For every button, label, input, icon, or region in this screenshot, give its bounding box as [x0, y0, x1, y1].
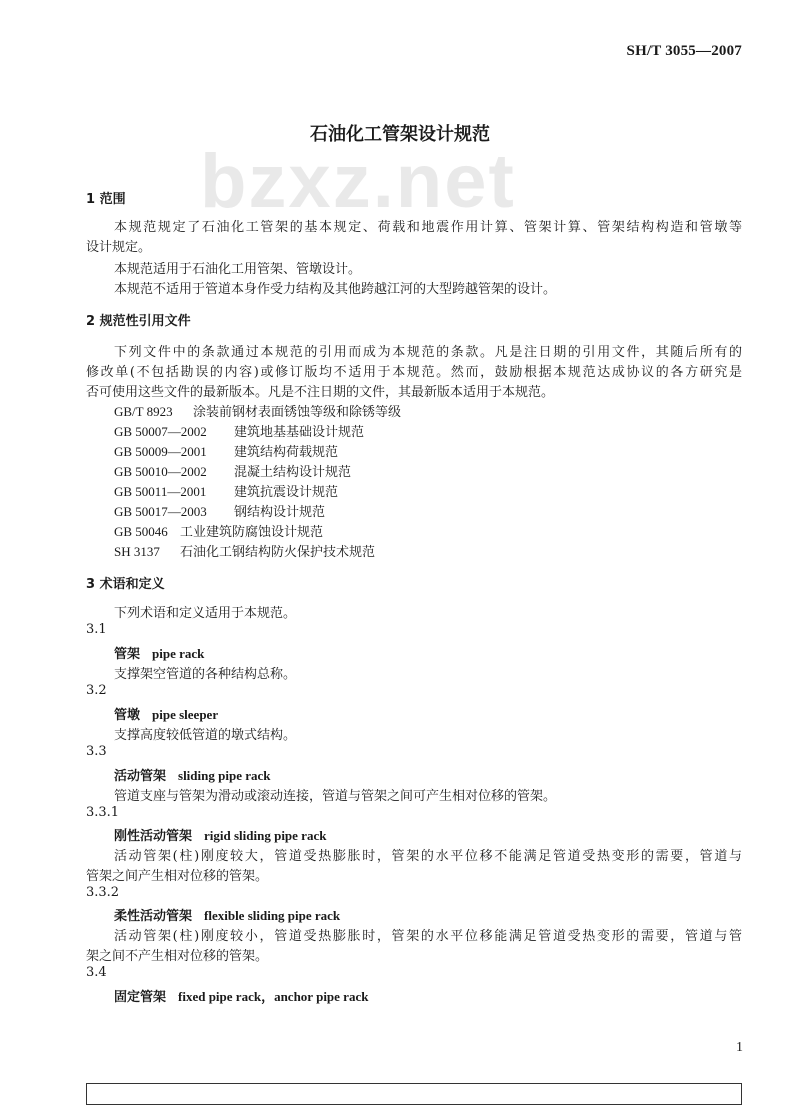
term-heading: [114, 704, 218, 723]
reference-code: GB 50009—2001: [114, 444, 207, 459]
section-1-paragraph-1-cont: 设计规定。: [86, 240, 152, 255]
footer-box: [86, 1083, 742, 1105]
term-number: 3.4: [86, 965, 107, 980]
reference-item: [114, 441, 338, 460]
reference-code: GB 50007—2002: [114, 424, 207, 439]
reference-title: 混凝土结构设计规范: [234, 465, 352, 480]
reference-code: GB 50011—2001: [114, 484, 207, 499]
section-2-heading: 2 规范性引用文件: [86, 314, 191, 329]
term-definition: 支撑架空管道的各种结构总称。: [114, 667, 297, 682]
reference-item: [114, 501, 325, 520]
term-heading: [114, 765, 270, 784]
page-number: 1: [736, 1040, 743, 1055]
term-number: 3.3.2: [86, 885, 120, 900]
section-1-heading: 1 范围: [86, 192, 126, 207]
section-3-heading: 3 术语和定义: [86, 577, 165, 592]
reference-item: [114, 521, 323, 540]
term-chinese: 管墩: [114, 708, 141, 723]
reference-code: GB 50046: [114, 524, 168, 539]
term-english: flexible sliding pipe rack: [204, 908, 341, 923]
reference-title: 建筑地基基础设计规范: [234, 425, 365, 440]
reference-code: GB 50010—2002: [114, 464, 207, 479]
reference-title: 工业建筑防腐蚀设计规范: [180, 525, 324, 540]
term-definition: 活动管架(柱)刚度较小，管道受热膨胀时，管架的水平位移能满足管道受热变形的需要，管道与管: [114, 929, 742, 944]
term-definition: 活动管架(柱)刚度较大，管道受热膨胀时，管架的水平位移不能满足管道受热变形的需要，管道与: [114, 849, 742, 864]
reference-item: [114, 421, 364, 440]
term-heading: [114, 986, 368, 1005]
section-3-intro: 下列术语和定义适用于本规范。: [114, 606, 297, 621]
term-chinese: 管架: [114, 647, 141, 662]
section-1-paragraph-3: 本规范不适用于管道本身作受力结构及其他跨越江河的大型跨越管架的设计。: [114, 282, 557, 297]
reference-title: 建筑抗震设计规范: [234, 485, 339, 500]
reference-title: 建筑结构荷载规范: [234, 445, 339, 460]
term-definition-cont: 管架之间产生相对位移的管架。: [86, 869, 269, 884]
term-definition: 管道支座与管架为滑动或滚动连接，管道与管架之间可产生相对位移的管架。: [114, 789, 557, 804]
reference-item: [114, 401, 401, 420]
reference-title: 石油化工钢结构防火保护技术规范: [180, 545, 376, 560]
section-1-paragraph-2: 本规范适用于石油化工用管架、管墩设计。: [114, 262, 362, 277]
term-chinese: 柔性活动管架: [114, 909, 193, 924]
term-number: 3.3.1: [86, 805, 120, 820]
reference-item: [114, 461, 351, 480]
term-definition: 支撑高度较低管道的墩式结构。: [114, 728, 297, 743]
term-heading: [114, 905, 340, 924]
standard-code-header: SH/T 3055—2007: [626, 43, 742, 59]
term-heading: [114, 643, 204, 662]
reference-item: [114, 541, 375, 560]
term-english: sliding pipe rack: [178, 768, 271, 783]
term-definition-cont: 架之间不产生相对位移的管架。: [86, 949, 269, 964]
term-number: 3.1: [86, 622, 107, 637]
term-chinese: 刚性活动管架: [114, 829, 193, 844]
reference-code: GB 50017—2003: [114, 504, 207, 519]
reference-code: SH 3137: [114, 544, 160, 559]
term-number: 3.2: [86, 683, 107, 698]
term-english: fixed pipe rack，anchor pipe rack: [178, 989, 369, 1004]
term-english: pipe rack: [152, 646, 205, 661]
term-chinese: 活动管架: [114, 769, 167, 784]
term-number: 3.3: [86, 744, 107, 759]
reference-title: 钢结构设计规范: [234, 505, 326, 520]
reference-item: [114, 481, 338, 500]
document-title: 石油化工管架设计规范: [310, 124, 490, 145]
reference-title: 涂装前钢材表面锈蚀等级和除锈等级: [193, 405, 402, 420]
section-1-paragraph-1: 本规范规定了石油化工管架的基本规定、荷载和地震作用计算、管架计算、管架结构构造和管墩等: [114, 220, 742, 235]
watermark: bzxz.net: [200, 139, 516, 224]
term-chinese: 固定管架: [114, 990, 167, 1005]
term-heading: [114, 825, 326, 844]
term-english: rigid sliding pipe rack: [204, 828, 327, 843]
section-2-paragraph-1-cont: 修改单(不包括勘误的内容)或修订版均不适用于本规范。然而，鼓励根据本规范达成协议的各方研究是: [86, 365, 742, 380]
section-2-paragraph-1-cont2: 否可使用这些文件的最新版本。凡是不注日期的文件，其最新版本适用于本规范。: [86, 385, 555, 400]
reference-code: GB/T 8923: [114, 404, 173, 419]
term-english: pipe sleeper: [152, 707, 219, 722]
section-2-paragraph-1: 下列文件中的条款通过本规范的引用而成为本规范的条款。凡是注日期的引用文件，其随后所有的: [114, 345, 742, 360]
